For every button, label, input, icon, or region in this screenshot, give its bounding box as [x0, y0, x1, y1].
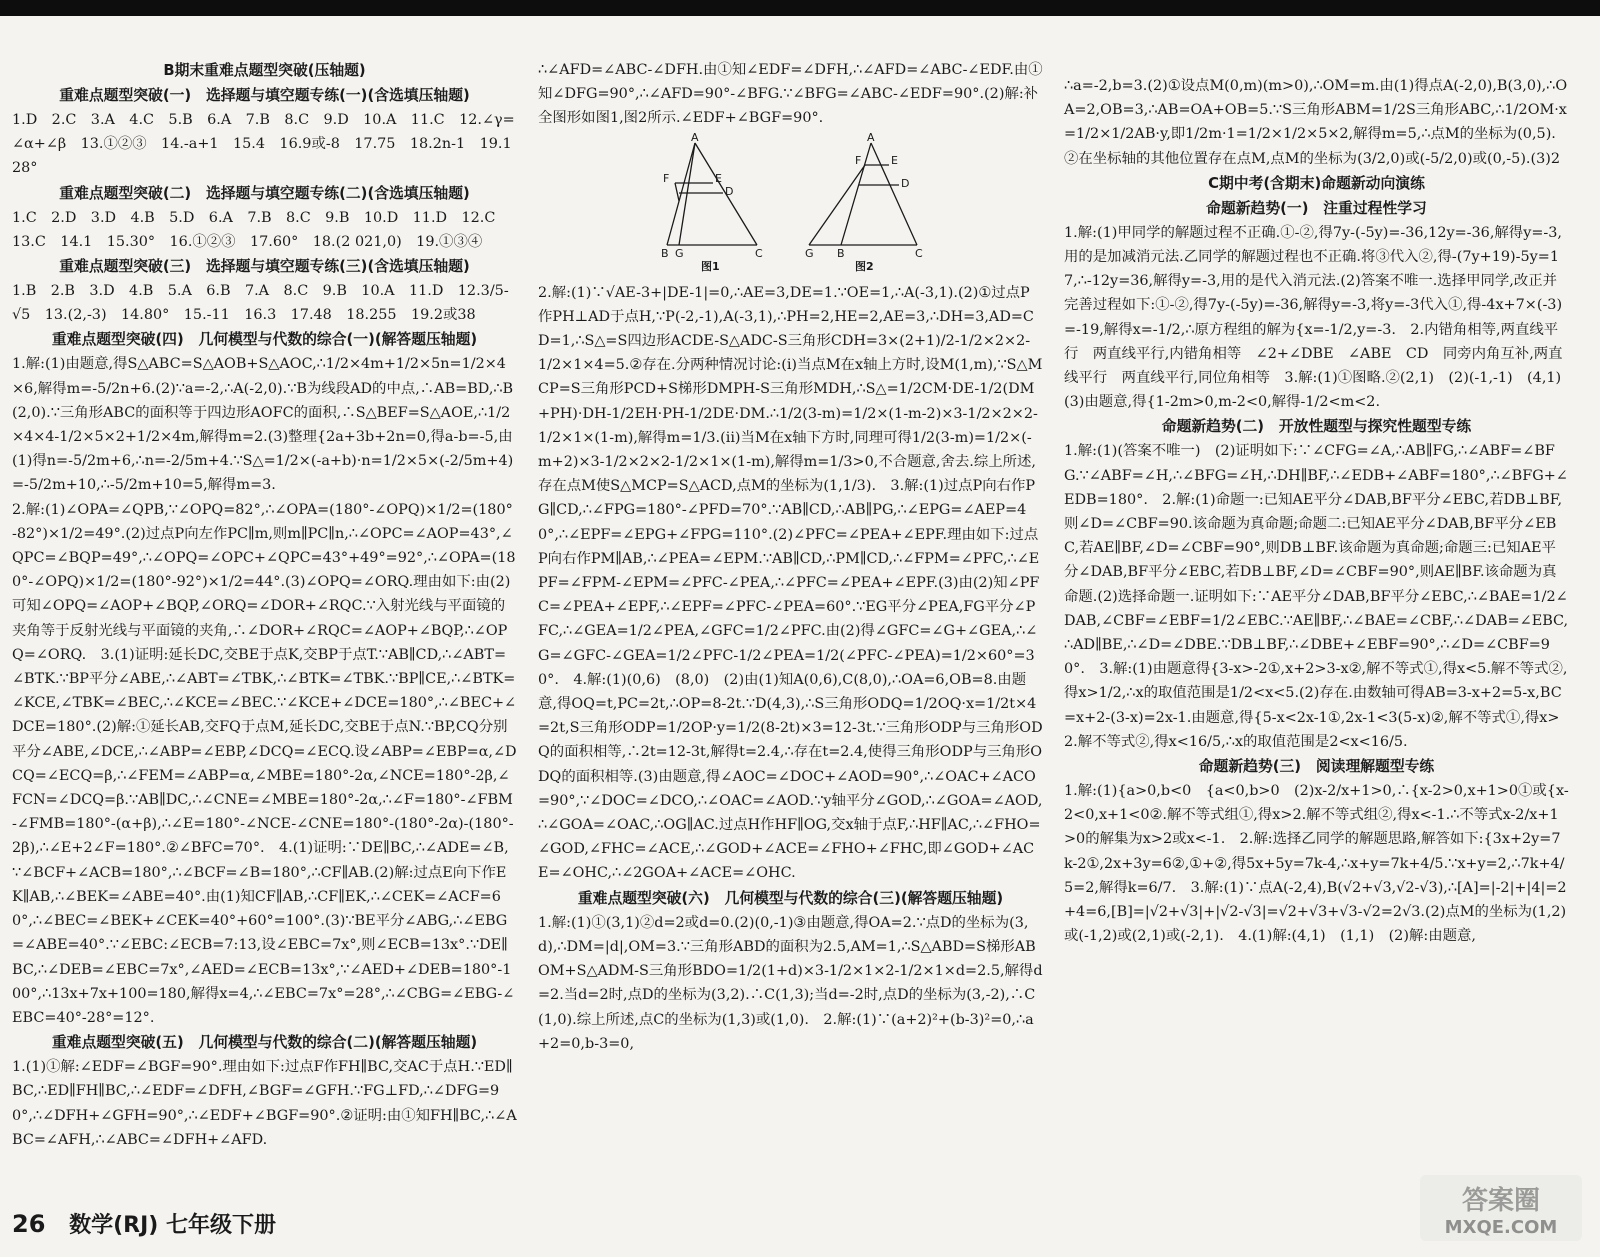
fig2-label-c: C: [914, 246, 923, 260]
answer-paragraph: 1.解:(1)①(3,1)②d=2或d=0.(2)(0,-1)③由题意,得OA=2.∵点D的坐标为(3,d),∴DM=|d|,OM=3.∵三角形ABD的面积为2.5,AM=1,∴S△ABD=S梯形ABOM+S△ADM-S三角形BDO=1/2(1+d)×3-1/2×1×2-1/2×1×d=2.5,解得d=2.当d=2时,点D的坐标为(3,2).∴C(1,3);当d=-2时,点D的坐标为(3,-2),∴C(1,0).综上所述,点C的坐标为(1,3)或(1,0). 2.解:(1)∵(a+2)²+(b-3)²=0,∴a+2=0,b-3=0,: [538, 914, 1043, 1052]
fig2-caption: 图2: [854, 259, 874, 273]
watermark-logo: [1420, 1175, 1582, 1241]
answer-paragraph: 1.D 2.C 3.A 4.C 5.B 6.A 7.B 8.C 9.D 10.A 11.C 12.∠γ=∠α+∠β 13.①②③ 14.-a+1 15.4 16.9或-8 17.75 18.2n-1 19.128°: [12, 112, 515, 177]
figure-1: [653, 130, 773, 273]
section-heading: 重难点题型突破(一) 选择题与填空题专练(一)(含选填压轴题): [59, 87, 470, 104]
answer-paragraph: ∴a=-2,b=3.(2)①设点M(0,m)(m>0),∴OM=m.由(1)得点A(-2,0),B(3,0),∴OA=2,OB=3,∴AB=OA+OB=5.∵S三角形ABM=1/2S三角形ABC,∴1/2OM·x=1/2×1/2AB·y,即1/2m·1=1/2×1/2×5×2,解得m=5,∴点M的坐标为(0,5).②在坐标轴的其他位置存在点M,点M的坐标为(3/2,0)或(-5/2,0)或(0,-5).(3)2: [1064, 78, 1568, 167]
answer-paragraph: 1.解:(1)(答案不唯一) (2)证明如下:∵∠CFG=∠A,∴AB∥FG,∴∠ABF=∠BFG.∵∠ABF=∠H,∴∠BFG=∠H,∴DH∥BF,∴∠EDB+∠ABF=180°,∴∠BFG+∠EDB=180°. 2.解:(1)命题一:已知AE平分∠DAB,BF平分∠EBC,若DB⊥BF,则∠D=∠CBF=90.该命题为真命题;命题二:已知AE平分∠DAB,BF平分∠EBC,若AE∥BF,∠D=∠CBF=90°,则DB⊥BF.该命题为真命题;命题三:已知AE平分∠DAB,BF平分∠EBC,若DB⊥BF,∠D=∠CBF=90°,则AE∥BF.该命题为真命题.(2)选择命题一.证明如下:∵AE平分∠DAB,BF平分∠EBC,∴∠BAE=1/2∠DAB,∠CBF=∠EBF=1/2∠EBC.∵AE∥BF,∴∠BAE=∠CBF,∴∠DAB=∠EBC,∴AD∥BE,∴∠D=∠DBE.∵DB⊥BF,∴∠DBE+∠EBF=90°,∴∠D=∠CBF=90°. 3.解:(1)由题意得{3-x>-2①,x+2>3-x②,解不等式①,得x<5.解不等式②,得x>1/2,∴x的取值范围是1/2<x<5.(2)存在.由数轴可得AB=3-x+2=5-x,BC=x+2-(3-x)=2x-1.由题意,得{5-x<2x-1①,2x-1<3(5-x)②,解不等式①,得x>2.解不等式②,得x<16/5,∴x的取值范围是2<x<16/5.: [1064, 443, 1569, 750]
answer-paragraph: ∴∠AFD=∠ABC-∠DFH.由①知∠EDF=∠DFH,∴∠AFD=∠ABC-∠EDF.由①知∠DFG=90°,∴∠AFD=90°-∠BFG.∵∠BFG=∠ABC-∠EDF=90°.(2)解:补全图形如图1,图2所示.∠EDF+∠BGF=90°.: [538, 62, 1043, 127]
fig1-caption: 图1: [700, 259, 720, 273]
watermark-top: 答案圈: [1461, 1186, 1541, 1216]
answer-paragraph: 2.解:(1)∵√AE-3+|DE-1|=0,∴AE=3,DE=1.∵OE=1,∴A(-3,1).(2)①过点P作PH⊥AD于点H,∵P(-2,-1),A(-3,1),∴PH=2,HE=2,AE=3,∴DH=3,AD=CD=1,∴S△=S四边形ACDE-S△ADC-S三角形CDH=3×(2+1)/2-1/2×2×2-1/2×1×4=5.②存在.分两种情况讨论:(i)当点M在x轴上方时,设M(1,m),∵S△MCP=S三角形PCD+S梯形DMPH-S三角形MDH,∴S△=1/2CM·DE-1/2(DM+PH)·DH-1/2EH·PH-1/2DE·DM.∴1/2(3-m)=1/2×(1-m-2)×3-1/2×2×2-1/2×1×(1-m),解得m=1/3.(ii)当M在x轴下方时,同理可得1/2(3-m)=1/2×(-m+2)×3-1/2×2×2-1/2×1×(1-m),解得m=1/3>0,不合题意,舍去.综上所述,存在点M使S△MCP=S△ACD,点M的坐标为(1,1/3). 3.解:(1)过点P向右作PG∥CD,∴∠FPG=180°-∠PFD=70°.∵AB∥CD,∴AB∥PG,∴∠EPG=∠AEP=40°,∴∠EPF=∠EPG+∠FPG=110°.(2)∠PFC=∠PEA+∠EPF.理由如下:过点P向右作PM∥AB,∴∠PEA=∠EPM.∵AB∥CD,∴PM∥CD,∴∠FPM=∠PFC,∴∠EPF=∠FPM-∠EPM=∠PFC-∠PEA,∴∠PFC=∠PEA+∠EPF.(3)由(2)知∠PFC=∠PEA+∠EPF,∴∠EPF=∠PFC-∠PEA=60°.∵EG平分∠PEA,FG平分∠PFC,∴∠GEA=1/2∠PEA,∠GFC=1/2∠PFC.由(2)得∠GFC=∠G+∠GEA,∴∠G=∠GFC-∠GEA=1/2∠PFC-1/2∠PEA=1/2(∠PFC-∠PEA)=1/2×60°=30°. 4.解:(1)(0,6) (8,0) (2)由(1)知A(0,6),C(8,0),∴OA=6,OB=8.由题意,得OQ=t,PC=2t,∴OP=8-2t.∵D(4,3),∴S三角形ODQ=1/2OQ·x=1/2t×4=2t,S三角形ODP=1/2OP·y=1/2(8-2t)×3=12-3t.∵三角形ODP与三角形ODQ的面积相等,∴2t=12-3t,解得t=2.4,∴存在t=2.4,使得三角形ODP与三角形ODQ的面积相等.(3)由题意,得∠AOC=∠DOC+∠AOD=90°,∴∠OAC+∠ACO=90°,∵∠DOC=∠DCO,∴∠OAC=∠AOD.∵y轴平分∠GOD,∴∠GOA=∠AOD,∴∠GOA=∠OAC,∴OG∥AC.过点H作HF∥OG,交x轴于点F,∴HF∥AC,∴∠FHO=∠GOD,∠FHC=∠ACE,∴∠GOD+∠ACE=∠FHO+∠FHC,即∠GOD+∠ACE=∠OHC,∴∠2GOA+∠ACE=∠OHC.: [538, 284, 1043, 882]
section-heading: 重难点题型突破(五) 几何模型与代数的综合(二)(解答题压轴题): [51, 1034, 478, 1052]
fig1-label-a: A: [690, 130, 699, 144]
top-edge-bar: [0, 0, 1600, 16]
fig1-label-g: G: [674, 246, 684, 260]
watermark-bottom: MXQE.COM: [1444, 1217, 1558, 1238]
answer-paragraph: 1.解:(1)甲同学的解题过程不正确.①-②,得7y-(-5y)=-36,12y=-36,解得y=-3,用的是加减消元法.乙同学的解题过程也不正确.将③代入②,得-(7y+19)-5y=17,∴-12y=36,解得y=-3,用的是代入消元法.(2)答案不唯一.选择甲同学,改正并完善过程如下:①-②,得7y-(-5y)=-36,解得y=-3,将y=-3代入①,得-4x+7×(-3)=-19,解得x=-1/2,∴原方程组的解为{x=-1/2,y=-3. 2.内错角相等,两直线平行 两直线平行,内错角相等 ∠2+∠DBE ∠ABE CD 同旁内角互补,两直线平行 两直线平行,同位角相等 3.解:(1)①图略.②(2,1) (2)(-1,-1) (4,1) (3)由题意,得{1-2m>0,m-2<0,解得-1/2<m<2.: [1064, 224, 1576, 411]
section-heading: 重难点题型突破(二) 选择题与填空题专练(二)(含选填压轴题): [59, 184, 470, 202]
fig2-label-f: F: [854, 153, 861, 167]
answer-paragraph: 1.C 2.D 3.D 4.B 5.D 6.A 7.B 8.C 9.B 10.D 11.D 12.C 13.C 14.1 15.30° 16.①②③ 17.60° 18.(2 021,0) 19.①③④: [12, 209, 510, 250]
answer-paragraph: 1.(1)①解:∠EDF=∠BGF=90°.理由如下:过点F作FH∥BC,交AC于点H.∵ED∥BC,∴ED∥FH∥BC,∴∠EDF=∠DFH,∠BGF=∠GFH.∵FG⊥FD,∴∠DFG=90°,∴∠DFH+∠GFH=90°,∴∠EDF+∠BGF=90°.②证明:由①知FH∥BC,∴∠ABC=∠AFH,∴∠ABC=∠DFH+∠AFD.: [12, 1059, 517, 1148]
fig2-label-g: G: [804, 246, 814, 260]
fig1-label-c: C: [754, 246, 763, 260]
geometry-figures: [538, 130, 1043, 275]
column-middle: [538, 58, 1043, 1248]
fig1-label-b: B: [660, 246, 669, 260]
fig1-label-d: D: [724, 184, 733, 198]
page-footer: [12, 1208, 276, 1239]
fig2-label-e: E: [890, 153, 898, 167]
fig2-label-b: B: [836, 246, 845, 260]
fig2-label-d: D: [900, 176, 909, 190]
fig1-label-f: F: [662, 171, 669, 185]
section-heading: 重难点题型突破(四) 几何模型与代数的综合(一)(解答题压轴题): [51, 331, 478, 349]
section-heading: 重难点题型突破(三) 选择题与填空题专练(三)(含选填压轴题): [59, 258, 470, 276]
column-right: [1064, 74, 1576, 1194]
answer-paragraph: 1.B 2.B 3.D 4.B 5.A 6.B 7.A 8.C 9.B 10.A 11.D 12.3/5-√5 13.(2,-3) 14.80° 15.-11 16.3 17.48 18.255 19.2或38: [12, 283, 509, 324]
section-heading: C期中考(含期末)命题新动向演练: [1208, 174, 1425, 192]
fig2-label-a: A: [866, 130, 875, 144]
fig1-label-e: E: [714, 171, 722, 185]
section-heading: B期末重难点题型突破(压轴题): [163, 62, 366, 79]
section-heading: 命题新趋势(二) 开放性题型与探究性题型专练: [1161, 418, 1472, 436]
answer-paragraph: 2.解:(1)∠OPA=∠QPB,∵∠OPQ=82°,∴∠OPA=(180°-∠OPQ)×1/2=(180°-82°)×1/2=49°.(2)过点P向左作PC∥m,则m∥PC∥n,∴∠OPC=∠AOP=43°,∠QPC=∠BQP=49°,∴∠OPQ=∠OPC+∠QPC=43°+49°=92°,∴∠OPA=(180°-∠OPQ)×1/2=(180°-92°)×1/2=44°.(3)∠OPQ=∠ORQ.理由如下:由(2)可知∠OPQ=∠AOP+∠BQP,∠ORQ=∠DOR+∠RQC.∵入射光线与平面镜的夹角等于反射光线与平面镜的夹角,∴∠DOR+∠RQC=∠AOP+∠BQP,∴∠OPQ=∠ORQ. 3.(1)证明:延长DC,交BE于点K,交BP于点T.∵AB∥CD,∴∠ABT=∠BTK.∵BP平分∠ABE,∴∠ABT=∠TBK,∴∠BTK=∠TBK.∵BP∥CE,∴∠BTK=∠KCE,∠TBK=∠BEC,∴∠KCE=∠BEC.∵∠KCE+∠DCE=180°,∴∠BEC+∠DCE=180°.(2)解:①延长AB,交FQ于点M,延长DC,交BE于点N.∵BP,CQ分别平分∠ABE,∠DCE,∴∠ABP=∠EBP,∠DCQ=∠ECQ.设∠ABP=∠EBP=α,∠DCQ=∠ECQ=β,∴∠FEM=∠ABP=α,∠MBE=180°-2α,∠NCE=180°-2β,∠FCN=∠DCQ=β.∵AB∥DC,∴∠CNE=∠MBE=180°-2α,∴∠F=180°-∠FBM-∠FMB=180°-(α+β),∴∠E=180°-∠NCE-∠CNE=180°-(180°-2α)-(180°-2β),∴∠E+2∠F=180°.②∠BFC=70°. 4.(1)证明:∵DE∥BC,∴∠ADE=∠B,∵∠BCF+∠ACB=180°,∴∠BCF=∠B=180°,∴CF∥AB.(2)解:过点E向下作EK∥AB,∴∠BEK=∠ABE=40°.由(1)知CF∥AB,∴CF∥EK,∴∠CEK=∠ACF=60°,∴∠BEC=∠BEK+∠CEK=40°+60°=100°.(3)∵BE平分∠ABG,∴∠EBG=∠ABE=40°.∵∠EBC:∠ECB=7:13,设∠EBC=7x°,则∠ECB=13x°.∵DE∥BC,∴∠DEB=∠EBC=7x°,∠AED=∠ECB=13x°,∵∠AED+∠DEB=180°-100°,∴13x+7x+100=180,解得x=4,∴∠EBC=7x°=28°,∴∠CBG=∠EBG-∠EBC=40°-28°=12°.: [12, 501, 517, 1026]
answer-paragraph: 1.解:(1)由题意,得S△ABC=S△AOB+S△AOC,∴1/2×4m+1/2×5n=1/2×4×6,解得m=-5/2n+6.(2)∵a=-2,∴A(-2,0).∵B为线段AD的中点,∴AB=BD,∴B(2,0).∵三角形ABC的面积等于四边形AOFC的面积,∴S△BEF=S△AOE,∴1/2×4×4-1/2×5×2+1/2×4m,解得m=2.(3)整理{2a+3b+2n=0,得a-b=-5,由(1)得n=-5/2m+6,∴n=-2/5m+4.∵S△=1/2×(-a+b)·n=1/2×5×(-2/5m+4)=-5/2m+10,∴-5/2m+10=5,解得m=3.: [12, 356, 514, 494]
section-heading: 命题新趋势(三) 阅读理解题型专练: [1198, 758, 1435, 776]
page-number: 26: [12, 1210, 46, 1238]
section-heading: 重难点题型突破(六) 几何模型与代数的综合(三)(解答题压轴题): [577, 889, 1004, 907]
answer-paragraph: 1.解:(1){a>0,b<0 {a<0,b>0 (2)x-2/x+1>0,∴{x-2>0,x+1>0①或{x-2<0,x+1<0②.解不等式组①,得x>2.解不等式组②,得x<-1.∴不等式x-2/x+1>0的解集为x>2或x<-1. 2.解:选择乙同学的解题思路,解答如下:{3x+2y=7k-2①,2x+3y=6②,①+②,得5x+5y=7k-4,∴x+y=7k+4/5.∵x+y=2,∴7k+4/5=2,解得k=6/7. 3.解:(1)∵点A(-2,4),B(√2+√3,√2-√3),∴[A]=|-2|+|4|=2+4=6,[B]=|√2+√3|+|√2-√3|=√2+√3+√3-√2=2√3.(2)点M的坐标为(1,2)或(-1,2)或(2,1)或(-2,1). 4.(1)解:(4,1) (1,1) (2)解:由题意,: [1064, 783, 1569, 945]
column-left: [12, 58, 517, 1208]
figure-2: [799, 130, 929, 273]
subject-label: 数学(RJ): [69, 1213, 159, 1238]
section-heading: 命题新趋势(一) 注重过程性学习: [1206, 199, 1427, 217]
grade-label: 七年级下册: [166, 1213, 277, 1238]
